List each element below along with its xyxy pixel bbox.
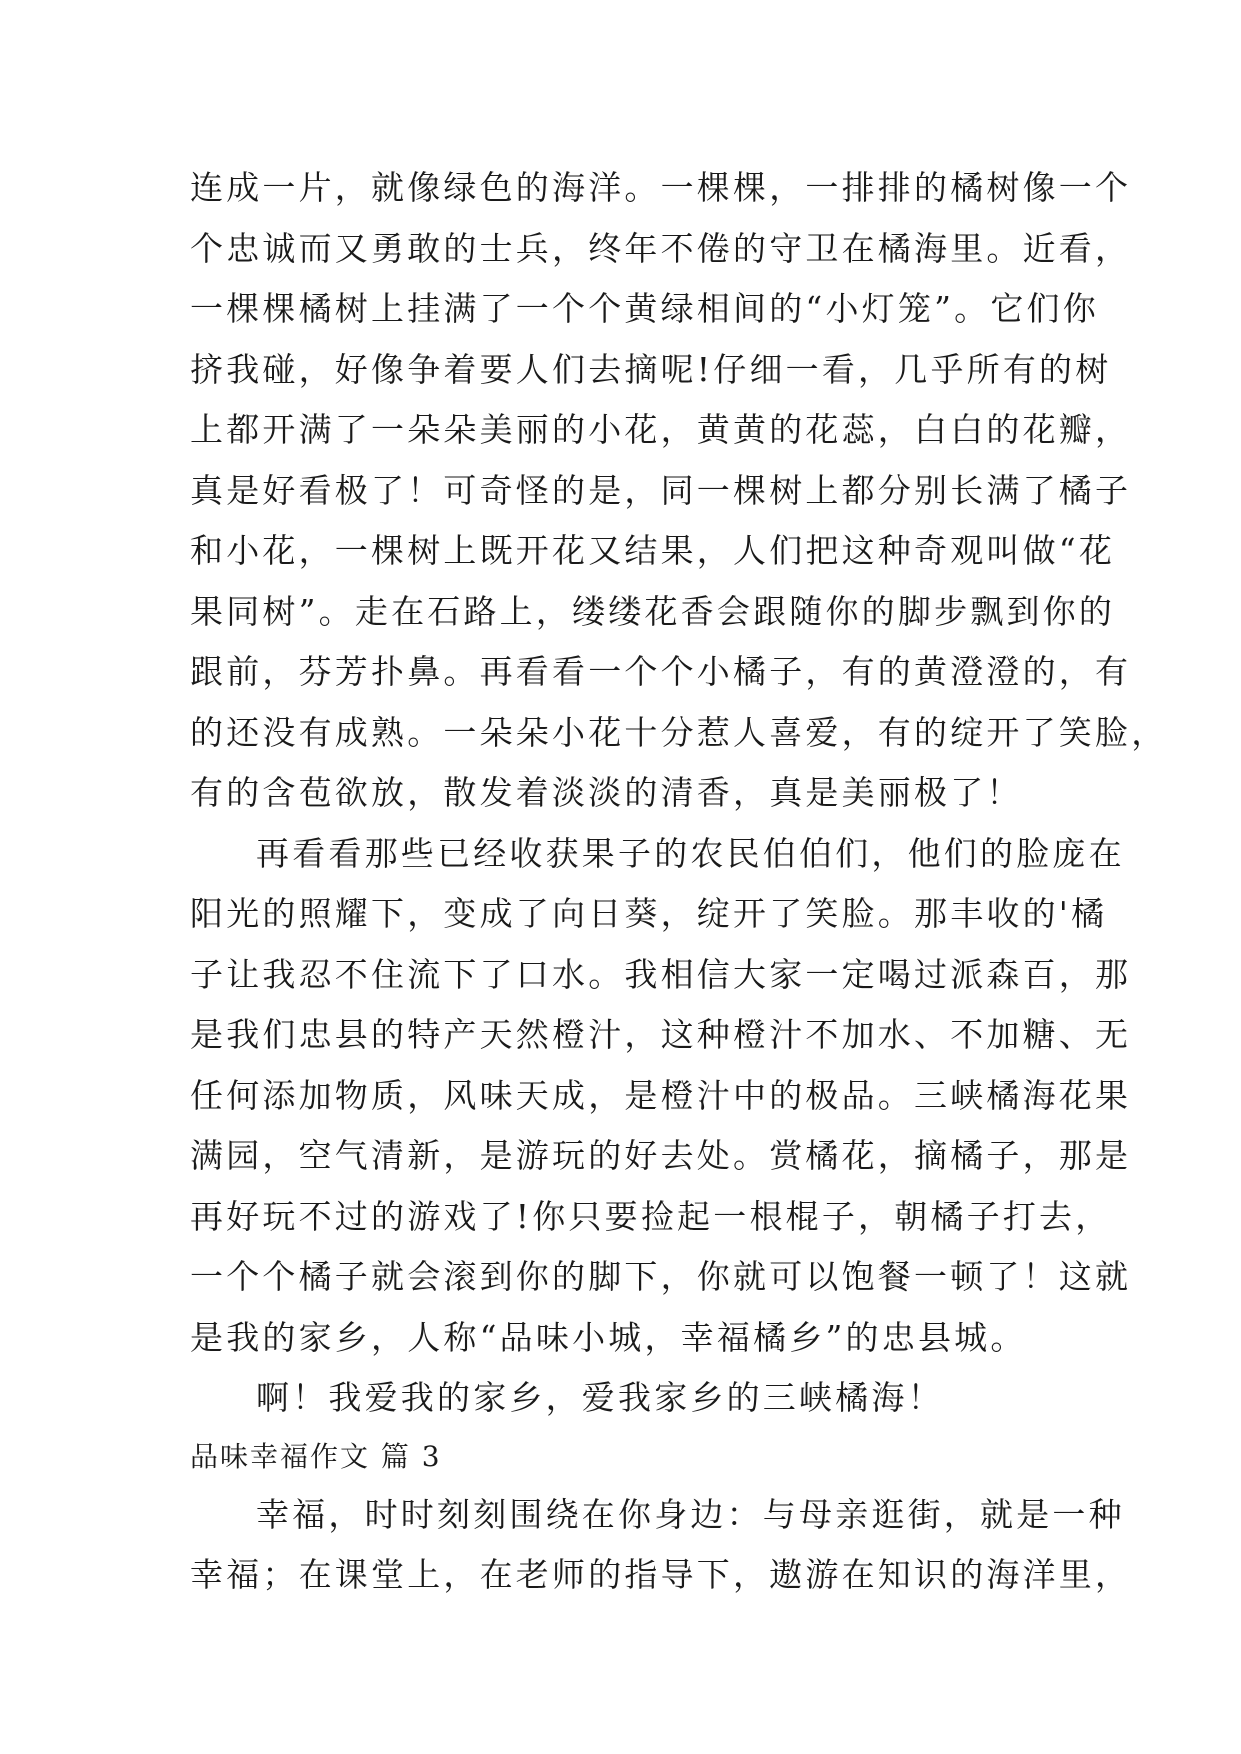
text-line: 再好玩不过的游戏了!你只要捡起一根棍子，朝橘子打去，	[190, 1196, 1112, 1236]
text-line: 阳光的照耀下，变成了向日葵，绽开了笑脸。那丰收的'橘	[190, 894, 1108, 933]
text-line: 挤我碰，好像争着要人们去摘呢!仔细一看，几乎所有的树	[190, 349, 1112, 389]
text-line: 跟前，芬芳扑鼻。再看看一个个小橘子，有的黄澄澄的，有	[190, 652, 1132, 691]
text-line: 上都开满了一朵朵美丽的小花，黄黄的花蕊，白白的花瓣，	[190, 410, 1132, 449]
text-line: 是我的家乡，人称“品味小城，幸福橘乡”的忠县城。	[190, 1317, 1027, 1357]
text-line: 连成一片，就像绿色的海洋。一棵棵，一排排的橘树像一个	[190, 168, 1132, 207]
text-line: 幸福；在课堂上，在老师的指导下，遨游在知识的海洋里，	[190, 1555, 1132, 1594]
text-line: 一棵棵橘树上挂满了一个个黄绿相间的“小灯笼”。它们你	[190, 289, 1099, 328]
text-line: 果同树”。走在石路上，缕缕花香会跟随你的脚步飘到你的	[190, 591, 1116, 631]
text-line: 任何添加物质，风味天成，是橙汁中的极品。三峡橘海花果	[190, 1075, 1132, 1115]
text-line: 个忠诚而又勇敢的士兵，终年不倦的守卫在橘海里。近看，	[190, 228, 1132, 268]
text-line: 真是好看极了！可奇怪的是，同一棵树上都分别长满了橘子	[190, 470, 1132, 510]
text-line: 子让我忍不住流下了口水。我相信大家一定喝过派森百，那	[190, 954, 1132, 994]
text-line: 一个个橘子就会滚到你的脚下，你就可以饱餐一顿了！这就	[190, 1257, 1132, 1296]
text-line: 有的含苞欲放，散发着淡淡的清香，真是美丽极了！	[190, 773, 1023, 812]
paragraph-first-line: 幸福，时时刻刻围绕在你身边：与母亲逛街，就是一种	[256, 1494, 1125, 1534]
text-line: 的还没有成熟。一朵朵小花十分惹人喜爱，有的绽开了笑脸，	[190, 712, 1168, 752]
text-line: 和小花，一棵树上既开花又结果，人们把这种奇观叫做“花	[190, 531, 1116, 570]
text-line: 满园，空气清新，是游玩的好去处。赏橘花，摘橘子，那是	[190, 1136, 1132, 1175]
text-line: 是我们忠县的特产天然橙汁，这种橙汁不加水、不加糖、无	[190, 1015, 1132, 1054]
article-body	[190, 158, 1168, 1606]
paragraph-first-line: 啊！我爱我的家乡，爱我家乡的三峡橘海！	[256, 1378, 944, 1417]
paragraph-first-line: 再看看那些已经收获果子的农民伯伯们，他们的脸庞在	[256, 833, 1125, 873]
section-heading: 品味幸福作文 篇 3	[190, 1439, 442, 1473]
